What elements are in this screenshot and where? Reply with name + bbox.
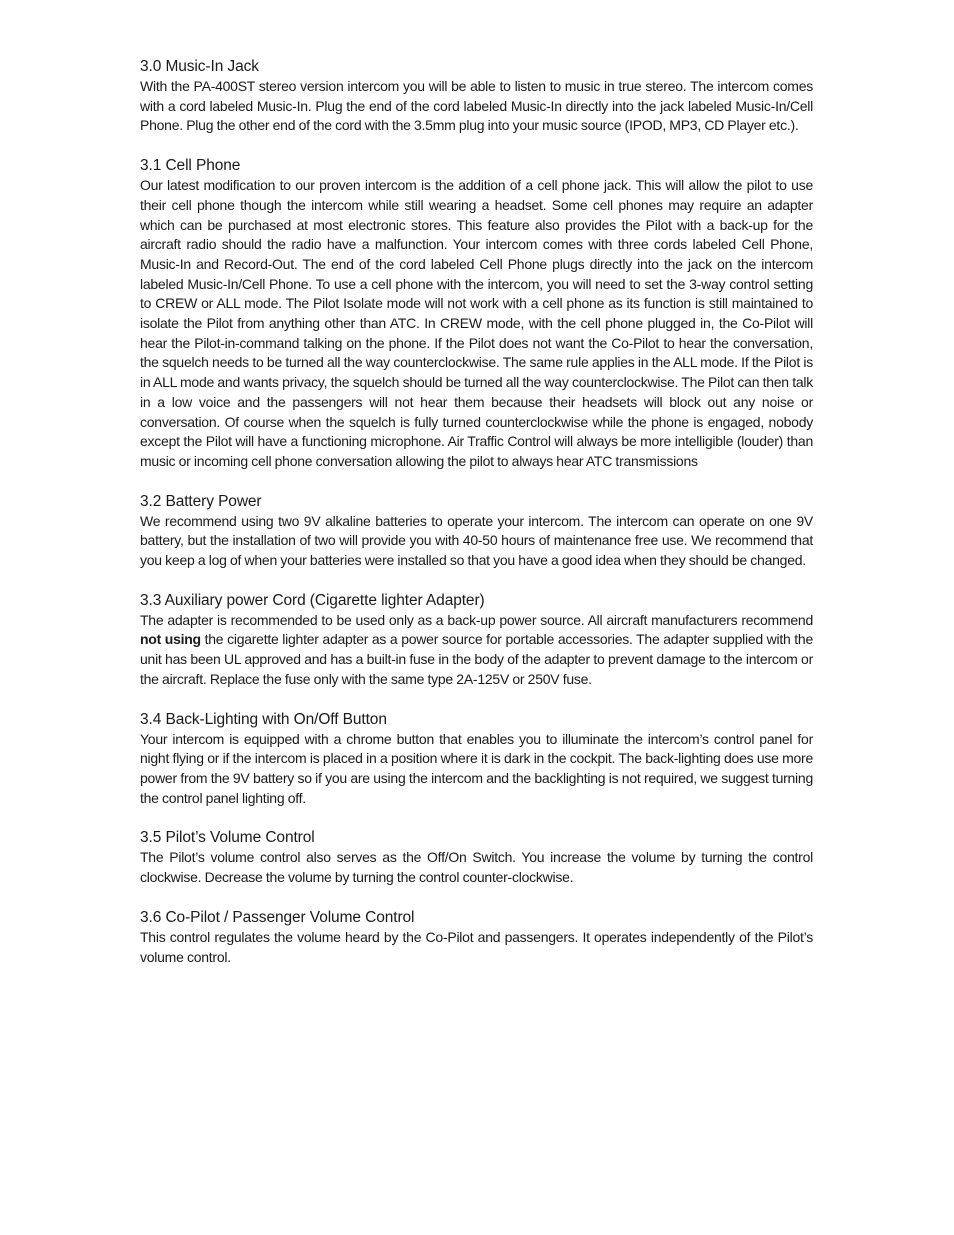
body-text-after: the cigarette lighter adapter as a power source for portable accessories. The adapter supplied with the unit has been UL approved and has a built-in fuse in the body of the adapter to prevent damage to the intercom or the aircraft. Replace the fuse only with the same type 2A-125V or 250V fuse. — [140, 631, 814, 687]
section-battery-power — [140, 492, 813, 571]
section-heading: 3.5 Pilot’s Volume Control — [140, 829, 315, 847]
section-body: We recommend using two 9V alkaline batteries to operate your intercom. The intercom can operate on one 9V battery, but the installation of two will provide you with 40-50 hours of maintenance free use. We recommend that you keep a log of when your batteries were installed so that you have a good idea when they should be changed. — [140, 512, 813, 569]
section-body: This control regulates the volume heard by the Co-Pilot and passengers. It operates independently of the Pilot’s volume control. — [140, 928, 813, 965]
section-back-lighting — [140, 710, 813, 809]
section-heading: 3.3 Auxiliary power Cord (Cigarette lighter Adapter) — [140, 591, 485, 609]
section-heading: 3.6 Co-Pilot / Passenger Volume Control — [140, 908, 415, 926]
body-text-before: The adapter is recommended to be used only as a back-up power source. All aircraft manufacturers recommend — [140, 611, 813, 628]
section-heading: 3.4 Back-Lighting with On/Off Button — [140, 710, 387, 728]
section-body: Your intercom is equipped with a chrome button that enables you to illuminate the intercom’s control panel for night flying or if the intercom is placed in a position where it is dark in the cockpit. The back-lighting does use more power from the 9V battery so if you are using the intercom and the backlighting is not required, we suggest turning the control panel lighting off. — [140, 730, 813, 806]
section-heading: 3.0 Music-In Jack — [140, 58, 259, 75]
section-heading: 3.2 Battery Power — [140, 492, 262, 510]
section-copilot-passenger-volume — [140, 908, 813, 967]
document-page — [140, 57, 813, 987]
section-heading: 3.1 Cell Phone — [140, 157, 241, 175]
section-pilot-volume-control — [140, 828, 813, 887]
section-auxiliary-power-cord — [140, 591, 813, 690]
body-text-emphasis: not using — [140, 631, 201, 648]
section-body: The Pilot’s volume control also serves as the Off/On Switch. You increase the volume by turning the control clockwise. Decrease the volume by turning the control counter-clockwise. — [140, 849, 813, 886]
section-body: With the PA-400ST stereo version intercom you will be able to listen to music in true stereo. The intercom comes with a cord labeled Music-In. Plug the end of the cord labeled Music-In directly into the jack labeled Music-In/Cell Phone. Plug the other end of the cord with the 3.5mm plug into your music source (IPOD, MP3, CD Player etc.). — [140, 78, 813, 134]
section-body — [140, 611, 813, 690]
section-cell-phone — [140, 156, 813, 472]
section-music-in-jack — [140, 57, 813, 136]
section-body: Our latest modification to our proven intercom is the addition of a cell phone jack. This will allow the pilot to use their cell phone though the intercom while still wearing a headset. Some cell phones may require an adapter which can be purchased at most electronic stores. This feature also provides the Pilot with a back-up for the aircraft radio should the radio have a malfunction. Your intercom comes with three cords labeled Cell Phone, Music-In and Record-Out. The end of the cord labeled Cell Phone plugs directly into the jack on the intercom labeled Music-In/Cell Phone. To use a cell phone with the intercom, you will need to set the 3-way control setting to CREW or ALL mode. The Pilot Isolate mode will not work with a cell phone as its function is still maintained to isolate the Pilot from anything other than ATC. In CREW mode, with the cell phone plugged in, the Co-Pilot will hear the Pilot-in-command talking on the phone. If the Pilot does not want the Co-Pilot to hear the conversation, the squelch needs to be turned all the way counterclockwise. The same rule applies in the ALL mode. If the Pilot is in ALL mode and wants privacy, the squelch should be turned all the way counterclockwise. The Pilot can then talk in a low voice and the passengers will not hear them because their headsets will block out any noise or conversation. Of course when the squelch is fully turned counterclockwise while the phone is engaged, nobody except the Pilot will have a functioning microphone. Air Traffic Control will always be more intelligible (louder) than music or incoming cell phone conversation allowing the pilot to always hear ATC transmissions — [140, 177, 813, 469]
